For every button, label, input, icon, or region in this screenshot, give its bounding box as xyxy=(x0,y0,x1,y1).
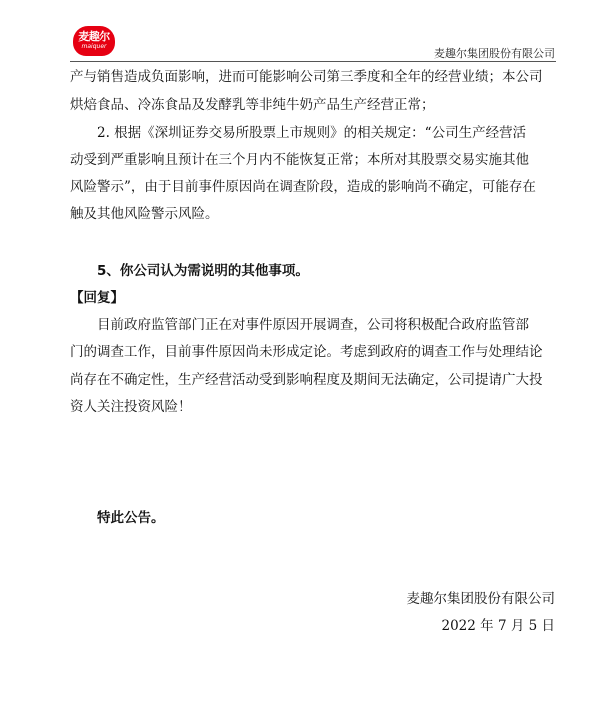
page-header xyxy=(0,0,602,64)
paragraph-line: 资人关注投资风险！ xyxy=(70,399,192,415)
signature-company: 麦趣尔集团股份有限公司 xyxy=(406,591,555,607)
paragraph-line: 目前政府监管部门正在对事件原因开展调查，公司将积极配合政府监管部 xyxy=(97,317,529,333)
paragraph-line: 动受到严重影响且预计在三个月内不能恢复正常；本所对其股票交易实施其他 xyxy=(70,152,529,168)
company-logo xyxy=(73,26,115,56)
paragraph-line: 风险警示”，由于目前事件原因尚在调查阶段，造成的影响尚不确定，可能存在 xyxy=(70,179,536,195)
header-divider xyxy=(70,61,556,62)
reply-label: 【回复】 xyxy=(70,290,124,306)
logo-english-text: maiquer xyxy=(81,43,107,50)
paragraph-line: 门的调查工作，目前事件原因尚未形成定论。考虑到政府的调查工作与处理结论 xyxy=(70,344,543,360)
logo-chinese-text: 麦趣尔 xyxy=(78,30,110,43)
signature-date: 2022 年 7 月 5 日 xyxy=(441,618,555,634)
header-company-name: 麦趣尔集团股份有限公司 xyxy=(434,47,555,60)
paragraph-line: 烘焙食品、冷冻食品及发酵乳等非纯牛奶产品生产经营正常； xyxy=(70,97,435,113)
paragraph-line: 产与销售造成负面影响，进而可能影响公司第三季度和全年的经营业绩；本公司 xyxy=(70,69,543,85)
paragraph-line: 2. 根据《深圳证券交易所股票上市规则》的相关规定：“公司生产经营活 xyxy=(97,125,527,141)
paragraph-line: 触及其他风险警示风险。 xyxy=(70,206,219,222)
closing-statement: 特此公告。 xyxy=(97,510,165,526)
paragraph-line: 尚存在不确定性，生产经营活动受到影响程度及期间无法确定，公司提请广大投 xyxy=(70,372,543,388)
question-heading: 5、你公司认为需说明的其他事项。 xyxy=(97,263,309,279)
